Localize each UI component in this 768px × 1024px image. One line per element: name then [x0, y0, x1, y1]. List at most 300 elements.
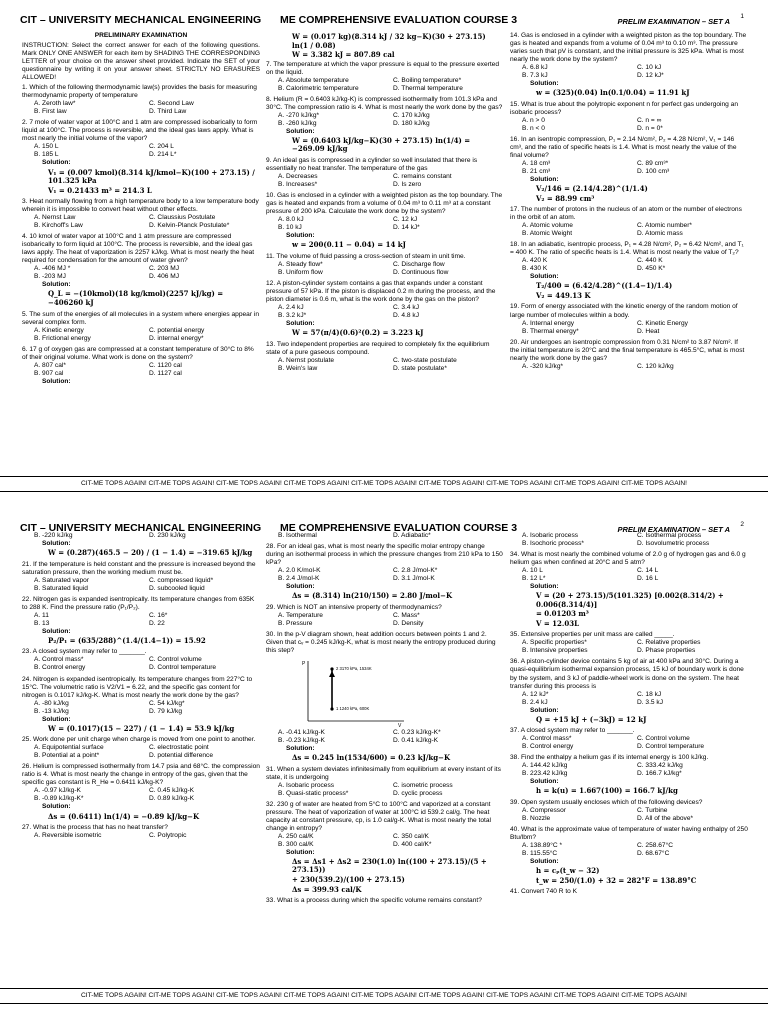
question-stem: 1. Which of the following thermodynamic law(s) provides the basis for measuring thermodynamic property of temperature [22, 84, 257, 100]
option-a: A. Atomic volume [522, 222, 573, 230]
option-c: C. 258.67°C [637, 842, 673, 850]
question-stem: 20. Air undergoes an isentropic compression from 0.31 N/cm² to 3.87 N/cm². If the initial temperature is 20°C and the final temperature is 465.5°C, what is most nearly the work done by the gas? [510, 338, 745, 362]
question-stem: 23. A closed system may refer to _______. [22, 648, 147, 656]
process-arrow-icon [329, 671, 335, 677]
option-d: D. 3.1 J/mol-K [393, 575, 435, 583]
option-c: C. Polytropic [149, 832, 187, 840]
option-c: C. 89 cm³* [637, 159, 669, 167]
option-a: A. Nernst postulate [278, 356, 335, 364]
option-b: B. Atomic Weight [522, 230, 573, 238]
option-d: D. 79 kJ/kg [149, 707, 182, 715]
question-12 [266, 280, 504, 338]
option-d: D. Atomic mass [637, 230, 683, 238]
option-a: A. n > 0 [522, 116, 545, 124]
question-41 [510, 888, 748, 896]
option-a: A. Control mass* [34, 656, 84, 664]
question-stem: 29. Which is NOT an intensive property of thermodynamics? [266, 603, 442, 611]
column-3 [510, 32, 748, 474]
equation: V = 12.03L [536, 618, 580, 628]
option-a: A. -80 kJ/kg [34, 699, 69, 707]
option-c: C. electrostatic point [149, 744, 209, 752]
option-a: A. 10 L [522, 567, 543, 575]
solution-label: Solution: [286, 583, 315, 591]
question-stem: 33. What is a process during which the specific volume remains constant? [266, 897, 482, 905]
option-d: D. 450 K* [637, 265, 666, 273]
question-stem: 17. The number of protons in the nucleus of an atom or the number of electrons in the orbit of an atom. [510, 206, 742, 222]
option-b: B. Thermal energy* [522, 327, 579, 335]
option-c: C. 10 kJ [637, 64, 662, 72]
equation: W = 57(π/4)(0.6)²(0.2) = 3.223 kJ [292, 328, 424, 338]
equation: h = cₚ(t_w − 32) [536, 866, 600, 876]
option-c: C. Claussius Postulate [149, 214, 216, 222]
question-stem: 3. Heat normally flowing from a high temperature body to a low temperature body wherein it is impossible to convert heat without other effects. [22, 198, 259, 214]
solution-label: Solution: [42, 281, 71, 289]
header-set: PRELIM EXAMINATION – SET A [617, 17, 730, 26]
equation: t_w = 250/(1.0) + 32 = 282°F = 138.89°C [536, 875, 697, 885]
header-set: PRELIM EXAMINATION – SET A [617, 525, 730, 534]
question-13 [266, 341, 504, 373]
option-d: D. subcooled liquid [149, 584, 205, 592]
option-b: B. Control energy [34, 664, 86, 672]
option-b: B. Nozzle [522, 815, 551, 822]
option-c: C. compressed liquid* [149, 576, 214, 584]
option-d: D. 214 L* [149, 151, 177, 159]
question-22 [22, 596, 260, 646]
option-c: C. 204 L [149, 143, 174, 151]
pv-diagram [300, 657, 410, 727]
option-a: A. Steady flow* [278, 260, 323, 268]
solution-label: Solution: [530, 778, 559, 786]
option-d: D. 4.8 kJ [393, 312, 420, 319]
equation: h = k(u) = 1.667(100) = 166.7 kJ/kg [536, 786, 678, 796]
option-c: C. 170 kJ/kg [393, 111, 430, 119]
option-b: B. Isochoric process* [522, 540, 584, 548]
question-38 [510, 754, 748, 796]
option-b: B. Pressure [278, 619, 313, 627]
question-stem: 2. 7 mole of water vapor at 100°C and 1 atm are compressed isobarically to form liquid at 100°C. The process is reversible, and the ideal gas laws apply. What is most nearly the initial volume of the vapor? [22, 119, 258, 143]
question-stem: 4. 10 kmol of water vapor at 100°C and 1 atm pressure are compressed isobarically to form liquid at 100°C. The process is reversible, and the ideal gas laws apply. The heat of vaporization is 2257 kJ/kg. What is most nearly the heat required for condensation for the amount of water given? [22, 233, 255, 265]
option-d: D. internal energy* [149, 334, 204, 342]
option-b: B. 115.55°C [522, 850, 558, 858]
option-c: C. 14 L [637, 567, 659, 575]
option-d: D. 14 kJ* [393, 224, 420, 232]
column-1 [22, 32, 260, 474]
question-32 [266, 801, 504, 894]
option-b: B. 13 [34, 619, 50, 627]
question-31 [266, 766, 504, 798]
option-b: B. 300 cal/K [278, 840, 314, 848]
equation: = 0.01203 m³ [536, 609, 589, 619]
page-number: 2 [740, 521, 744, 528]
option-c: C. remains constant [393, 173, 452, 180]
solution-label: Solution: [286, 320, 315, 328]
option-c: C. isometric process [393, 781, 453, 789]
option-b: B. 907 cal [34, 369, 64, 377]
solution-label: Solution: [42, 803, 71, 811]
equation: Δs = (8.314) ln(210/150) = 2.80 J/mol−K [292, 591, 453, 601]
option-d: D. state postulate* [393, 364, 447, 372]
option-b: B. -220 kJ/kg [34, 532, 73, 539]
option-b: B. Wein's law [278, 364, 318, 372]
option-d: D. 16 L [637, 575, 659, 583]
option-c: C. 3.4 kJ [393, 303, 420, 311]
option-a: A. -406 MJ * [34, 265, 71, 273]
option-c: C. 0.45 kJ/kg-K [149, 787, 195, 795]
question-11 [266, 253, 504, 277]
option-b: B. 2.4 J/mol-K [278, 575, 320, 583]
option-d: D. Adiabatic* [393, 532, 431, 539]
equation: V₂ = 88.99 cm³ [536, 193, 595, 203]
question-5 [22, 311, 260, 343]
option-d: D. 166.7 kJ/kg* [637, 770, 682, 778]
option-c: C. potential energy [149, 326, 205, 334]
question-stem: 22. Nitrogen gas is expanded isentropically. Its temperature changes from 635K to 288 K. Find the pressure ratio (P₁/P₂). [22, 595, 255, 611]
option-b: B. -0.23 kJ/kg-K [278, 736, 325, 744]
state-point-2 [330, 667, 333, 670]
question-stem: 40. What is the approximate value of temperature of water having enthalpy of 250 Btu/lbm? [510, 826, 748, 842]
instructions: INSTRUCTION: Select the correct answer for each of the following questions. Mark ONLY ONE ANSWER for each item by SHADING THE CORRESPONDING LETTER of your choice on the answer sheet provided. Indicate the SET of your questionnaire by writing it on your answer sheet. STRICTLY NO ERASURES ALLOWED! [22, 42, 260, 82]
question-15 [510, 101, 748, 133]
option-d: D. 0.41 kJ/kg-K [393, 736, 439, 744]
equation: W = 3.382 kJ = 807.89 cal [292, 50, 395, 60]
option-b: B. 12 L* [522, 575, 546, 583]
question-stem: 24. Nitrogen is expanded isentropically. Its temperature changes from 227°C to 15°C. The volumetric ratio is V2/V1 = 6.22, and the specific gas content for nitrogen is 0.1017 kJ/kg-K. What is most nearly the work done by the gas? [22, 675, 253, 699]
option-b: B. -203 MJ [34, 273, 66, 281]
option-d: D. Continuous flow [393, 268, 449, 276]
option-a: A. 144.42 kJ/kg [522, 762, 568, 770]
equation: Q_L = −(10kmol)(18 kg/kmol)(2257 kJ/kg) = −406260 kJ [48, 289, 224, 307]
option-d: D. Control temperature [637, 743, 705, 751]
question-stem: 19. Form of energy associated with the kinetic energy of the random motion of large number of molecules within a body. [510, 303, 738, 319]
equation: V₂/146 = (2.14/4.28)^(1/1.4) [536, 184, 648, 194]
question-20 [510, 339, 748, 371]
option-c: C. 120 kJ/kg [637, 362, 674, 370]
option-d: D. 400 cal/K* [393, 840, 432, 848]
option-b: B. 2.4 kJ [522, 698, 548, 706]
option-c: C. Control volume [637, 735, 690, 743]
option-d: D. Kelvin-Planck Postulate* [149, 222, 230, 230]
option-a: A. -320 kJ/kg* [522, 362, 564, 370]
option-b: B. 185 L [34, 151, 59, 159]
question-stem: 5. The sum of the energies of all molecules in a system where energies appear in several complex form. [22, 310, 260, 326]
equation: Q = +15 kJ + (−3kJ) = 12 kJ [536, 714, 647, 724]
option-b: B. 21 cm³ [522, 168, 551, 175]
question-stem: 9. An ideal gas is compressed in a cylinder so well insulated that there is essentially no heat transfer. The temperature of the gas [266, 156, 478, 172]
column-3 [510, 532, 748, 986]
question-stem: 11. The volume of fluid passing a cross-section of steam in unit time. [266, 252, 466, 260]
question-stem: 21. If the temperature is held constant and the pressure is increased beyond the saturation pressure, then the working medium must be. [22, 560, 256, 576]
question-29 [266, 604, 504, 628]
question-7 [266, 61, 504, 93]
option-a: A. 150 L [34, 143, 59, 151]
solution-label: Solution: [286, 127, 315, 135]
option-b: B. Isothermal [278, 532, 317, 539]
option-a: A. 250 cal/K [278, 832, 314, 840]
question-27-continued [266, 532, 504, 540]
exam-title: PRELIMINARY EXAMINATION [94, 32, 188, 39]
page-footer: CIT-ME TOPS AGAIN! CIT-ME TOPS AGAIN! CIT-ME TOPS AGAIN! CIT-ME TOPS AGAIN! CIT-ME TOPS AGAIN! CIT-ME TOPS AGAIN! CIT-ME TOPS AGAIN! CIT-ME TOPS AGAIN! CIT-ME TOPS AGAIN! [0, 988, 768, 1004]
solution-label: Solution: [530, 176, 559, 184]
question-3 [22, 198, 260, 230]
option-a: A. Decreases [278, 173, 318, 180]
equation: V₂ = 449.13 K [536, 290, 591, 300]
solution-label: Solution: [530, 706, 559, 714]
question-27 [22, 824, 260, 840]
equation: P₂/P₁ = (635/288)^(1.4/(1.4−1)) = 15.92 [48, 635, 206, 645]
option-d: D. 68.67°C [637, 850, 670, 858]
question-17 [510, 206, 748, 238]
equation: w = 200(0.11 − 0.04) = 14 kJ [292, 240, 406, 250]
option-d: D. 1127 cal [149, 369, 182, 377]
header-course: ME COMPREHENSIVE EVALUATION COURSE 3 [280, 14, 518, 26]
option-a: A. Temperature [278, 611, 323, 619]
option-c: C. 18 kJ [637, 690, 662, 698]
question-18 [510, 241, 748, 300]
equation: V = (20 + 273.15)/5(101.325) [0.002(8.314/2) + 0.006(8.314/4)] [536, 591, 724, 609]
option-d: D. Heat [637, 327, 660, 335]
question-stem: 15. What is true about the polytropic exponent n for perfect gas undergoing an isobaric process? [510, 100, 738, 116]
equation: Δs = Δs1 + Δs2 = 230(1.0) ln((100 + 273.15)/(5 + 273.15)) [292, 856, 487, 875]
header-course: ME COMPREHENSIVE EVALUATION COURSE 3 [280, 522, 518, 534]
question-30 [266, 631, 504, 763]
solution-label: Solution: [286, 745, 315, 752]
option-b: B. 223.42 kJ/kg [522, 770, 568, 778]
v-axis-label: V [398, 722, 402, 727]
option-a: A. 12 kJ* [522, 690, 549, 698]
option-b: B. Intensive properties [522, 647, 588, 655]
option-c: C. 16* [149, 611, 168, 619]
equation: V₁ = (0.007 kmol)(8.314 kJ/kmol−K)(100 + 273.15) / 101.325 kPa [48, 167, 255, 186]
question-20-continued [22, 532, 260, 558]
option-d: D. Control temperature [149, 664, 217, 672]
option-c: C. two-state postulate [393, 356, 457, 364]
option-b: B. Kirchoff's Law [34, 222, 83, 230]
question-9 [266, 157, 504, 189]
question-23 [22, 648, 260, 672]
option-c: C. Atomic number* [637, 222, 692, 230]
option-d: D. 406 MJ [149, 273, 180, 281]
option-c: C. Boiling temperature* [393, 76, 462, 84]
equation: Δs = 399.93 cal/K [292, 884, 362, 894]
option-d: D. n = 0* [637, 124, 663, 132]
option-a: A. Compressor [522, 806, 566, 814]
solution-label: Solution: [530, 80, 559, 88]
question-1 [22, 84, 260, 116]
option-d: D. 180 kJ/kg [393, 119, 430, 127]
option-d: D. 0.89 kJ/kg-K [149, 795, 195, 803]
question-33 [266, 897, 504, 905]
question-stem: 30. In the p-V diagram shown, heat addition occurs between points 1 and 2. Given that cᵥ = 0.245 kJ/kg-K, what is most nearly the entropy produced during this step? [266, 630, 496, 654]
page-number: 1 [740, 13, 744, 20]
option-c: C. Relative properties [637, 639, 701, 647]
option-d: D. Third Law [149, 108, 187, 116]
equation: T₂/400 = (6.42/4.28)^((1.4−1)/1.4) [536, 281, 673, 291]
option-a: A. Kinetic energy [34, 326, 84, 334]
question-34 [510, 551, 748, 628]
header-school: CIT – UNIVERSITY MECHANICAL ENGINEERING [20, 522, 262, 534]
equation: W = (0.1017)(15 − 227) / (1 − 1.4) = 53.9 kJ/kg [48, 723, 235, 733]
column-1 [22, 532, 260, 986]
option-a: A. -0.97 kJ/kg-K [34, 787, 81, 795]
question-stem: 7. The temperature at which the vapor pressure is equal to the pressure exerted on the liquid. [266, 60, 499, 76]
option-d: D. Density [393, 619, 424, 627]
option-a: A. Equipotential surface [34, 744, 104, 752]
option-a: A. Nernst Law [34, 214, 76, 222]
question-40 [510, 826, 748, 885]
option-c: C. 333.42 kJ/kg [637, 762, 683, 770]
question-36 [510, 658, 748, 724]
question-6 [22, 346, 260, 386]
option-c: C. 440 K [637, 257, 663, 265]
option-b: B. Calorimetric temperature [278, 84, 359, 92]
solution-label: Solution: [530, 858, 559, 866]
option-b: B. Increases* [278, 181, 318, 189]
option-d: D. Thermal temperature [393, 84, 463, 92]
option-a: A. Reversible isometric [34, 832, 102, 840]
question-stem: 18. In an adiabatic, isentropic process, P₁ = 4.28 N/cm², P₂ = 6.42 N/cm², and T₁ = 400 K. The ratio of specific heats is 1.4. What is most nearly the value of T₂? [510, 241, 744, 257]
option-a: A. 420 K [522, 257, 548, 265]
question-39 [510, 799, 748, 823]
option-c: C. Turbine [637, 806, 668, 814]
option-a: A. 11 [34, 611, 49, 619]
option-c: C. Isothermal process [637, 532, 702, 539]
question-stem: 37. A closed system may refer to _______. [510, 727, 635, 735]
question-stem: 28. For an ideal gas, what is most nearly the specific molar entropy change during an isothermal process in which the pressure changes from 210 kPa to 150 kPa? [266, 543, 503, 567]
option-b: B. Quasi-static process* [278, 789, 349, 797]
question-stem: 38. Find the enthalpy a helium gas if its internal energy is 100 kJ/kg. [510, 754, 709, 762]
option-a: A. 18 cm³ [522, 159, 551, 167]
option-b: B. -13 kJ/kg [34, 707, 69, 715]
equation: w = (325)(0.04) ln(0.1/0.04) = 11.91 kJ [536, 88, 690, 98]
option-b: B. -0.89 kJ/kg-K* [34, 795, 84, 803]
option-b: B. 7.3 kJ [522, 72, 548, 80]
option-d: D. Is zero [393, 181, 422, 189]
question-stem: 10. Gas is enclosed in a cylinder with a weighted piston as the top boundary. The gas is heated and expands from a volume of 0.04 m³ to 0.11 m³ at a constant pressure of 200 kPa. Calculate the work done by the system? [266, 192, 503, 216]
option-d: D. 3.5 kJ [637, 698, 664, 706]
option-a: A. 2.0 K/mol-K [278, 567, 321, 575]
question-stem: 39. Open system usually encloses which of the following devices? [510, 798, 703, 806]
question-21 [22, 561, 260, 593]
equation: V₁ = 0.21433 m³ = 214.3 L [48, 185, 152, 195]
option-c: C. 203 MJ [149, 265, 180, 273]
option-a: A. -0.41 kJ/kg-K [278, 728, 325, 736]
option-a: A. Isobaric process [522, 532, 579, 539]
question-37 [510, 727, 748, 751]
state-1-label: 1 1240 kPa, 600K [336, 705, 370, 711]
option-b: B. Saturated liquid [34, 584, 88, 592]
question-stem: 8. Helium (R = 0.6403 kJ/kg-K) is compressed isothermally from 101.3 kPa and 30°C. The compression ratio is 4. What is most nearly the work done by the gas? [266, 95, 503, 111]
option-b: B. 3.2 kJ* [278, 312, 307, 319]
option-a: A. Saturated vapor [34, 576, 89, 584]
option-b: B. Uniform flow [278, 268, 323, 276]
question-14 [510, 32, 748, 98]
question-stem: 41. Convert 740 R to K [510, 888, 578, 896]
option-d: D. 100 cm³ [637, 168, 670, 175]
column-2 [266, 532, 504, 986]
option-b: B. Control energy [522, 743, 574, 751]
option-c: C. Control volume [149, 656, 202, 664]
equation: Δs = (0.6411) ln(1/4) = −0.89 kJ/kg−K [48, 811, 200, 821]
equation: W = (0.017 kg)(8.314 kJ / 32 kg−K)(30 + 273.15) ln(1 / 0.08) [292, 32, 486, 50]
question-stem: 26. Helium is compressed isothermally from 14.7 psia and 68°C. the compression ratio is 4. What is most nearly the change in entropy of the gas, given that the specific gas constant is R_He = 0.6411 kJ/kg-K? [22, 763, 260, 787]
option-a: A. Internal energy [522, 319, 575, 327]
option-d: D. cyclic process [393, 789, 443, 797]
solution-label: Solution: [42, 377, 71, 385]
option-c: C. n = ∞ [637, 116, 662, 124]
option-d: D. 230 kJ/kg [149, 532, 186, 539]
solution-label: Solution: [42, 627, 71, 635]
question-10 [266, 192, 504, 250]
option-b: B. 10 kJ [278, 224, 302, 232]
sheet-page-2 [0, 512, 768, 1012]
option-c: C. 1120 cal [149, 361, 182, 369]
question-24 [22, 676, 260, 734]
question-33-continued [510, 532, 748, 548]
option-c: C. Kinetic Energy [637, 319, 688, 327]
option-d: D. Phase properties [637, 647, 696, 655]
header-school: CIT – UNIVERSITY MECHANICAL ENGINEERING [20, 14, 262, 26]
page-footer: CIT-ME TOPS AGAIN! CIT-ME TOPS AGAIN! CIT-ME TOPS AGAIN! CIT-ME TOPS AGAIN! CIT-ME TOPS AGAIN! CIT-ME TOPS AGAIN! CIT-ME TOPS AGAIN! CIT-ME TOPS AGAIN! CIT-ME TOPS AGAIN! [0, 476, 768, 492]
option-d: D. potential difference [149, 752, 214, 760]
equation: Δs = 0.245 ln(1534/600) = 0.23 kJ/kg−K [292, 753, 451, 763]
question-4 [22, 233, 260, 307]
question-stem: 34. What is most nearly the combined volume of 2.0 g of hydrogen gas and 6.0 g helium gas when confined at 20°C and 5 atm? [510, 551, 746, 567]
option-a: A. 8.0 kJ [278, 216, 304, 224]
solution-label: Solution: [42, 715, 71, 723]
question-19 [510, 303, 748, 335]
option-c: C. Mass* [393, 611, 420, 619]
option-d: D. 12 kJ* [637, 72, 664, 80]
option-a: A. 2.4 kJ [278, 303, 304, 311]
solution-label: Solution: [42, 159, 71, 167]
option-b: B. -260 kJ/kg [278, 119, 317, 127]
state-2-label: 2 3170 kPa, 1534K [336, 665, 372, 671]
question-stem: 36. A piston-cylinder device contains 5 kg of air at 400 kPa and 30°C. During a quasi-equilibrium isothermal expansion process, 15 kJ of boundary work is done by the system, and 3 kJ of paddle-wheel work is done on the system. The heat transfer during this process is [510, 658, 744, 690]
page-header [20, 14, 748, 30]
pv-diagram-svg [300, 657, 410, 727]
p-axis-label: P [302, 660, 306, 667]
option-c: C. 12 kJ [393, 216, 418, 224]
option-d: D. All of the above* [637, 815, 694, 822]
equation: W = (0.287)(465.5 − 20) / (1 − 1.4) = −319.65 kJ/kg [48, 548, 253, 558]
equation: + 230(539.2)/(100 + 273.15) [292, 874, 405, 884]
option-a: A. Specific properties* [522, 639, 587, 647]
solution-label: Solution: [530, 273, 559, 281]
question-stem: 14. Gas is enclosed in a cylinder with a weighted piston as the top boundary. The gas is heated and expands from a volume of 0.04 m³ to 0.10 m³. The pressure varies such that pV is constant, and the initial pressure is 325 kPa. What is most nearly the work done by the system? [510, 32, 747, 64]
solution-label: Solution: [286, 232, 315, 240]
question-stem: 32. 230 g of water are heated from 5°C to 100°C and vaporized at a constant pressure. The heat of vaporization of water at 100°C id 539.2 cal/g. The heat capacity at constant pressure, cp, is 1.0 cal/g-K. What is most nearly the total change in entropy? [266, 800, 492, 832]
option-a: A. Absolute temperature [278, 76, 349, 84]
question-2 [22, 119, 260, 195]
question-16 [510, 136, 748, 203]
option-d: D. 22 [149, 619, 165, 627]
question-35 [510, 631, 748, 655]
option-a: A. Control mass* [522, 735, 572, 743]
question-stem: 12. A piston-cylinder system contains a gas that expands under a constant pressure of 57 kPa. If the piston is displaced 0.2 m during the process, and the piston diameter is 0.6 m, what is the work done by the gas on the piston? [266, 279, 496, 303]
question-stem: 6. 17 g of oxygen gas are compressed at a constant temperature of 30°C to 8% of their original volume. What work is done on the system? [22, 345, 254, 361]
column-2 [266, 32, 504, 474]
option-b: B. n < 0 [522, 124, 545, 132]
option-c: C. Second Law [149, 100, 194, 108]
question-26 [22, 763, 260, 821]
solution-label: Solution: [286, 848, 315, 856]
option-d: D. Isovolumetric process [637, 540, 710, 548]
question-28 [266, 543, 504, 601]
question-stem: 16. In an isentropic compression, P₁ = 2.14 N/cm², P₂ = 4.28 N/cm², V₁ = 146 cm³, and the ratio of specific heats is 1.4. What is most nearly the value of the final volume? [510, 135, 737, 159]
option-b: B. Frictional energy [34, 334, 91, 342]
sheet-page-1 [0, 0, 768, 500]
option-c: C. 54 kJ/kg* [149, 699, 185, 707]
